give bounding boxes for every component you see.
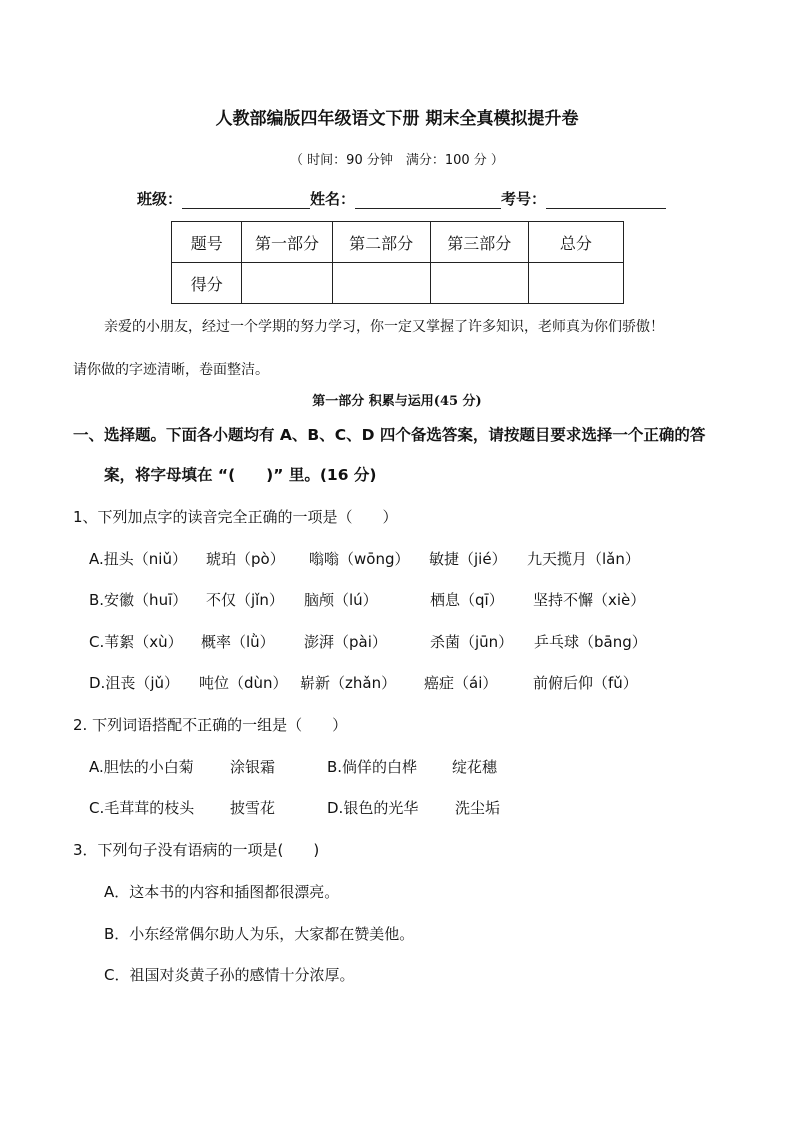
q3-option-a: A．这本书的内容和插图都很漂亮。 <box>104 883 340 901</box>
score-table-header: 第一部分 <box>242 222 332 263</box>
q1-option-b-word: 坚持不懈（xiè） <box>533 591 646 609</box>
q3-option-b: B．小东经常偶尔助人为乐，大家都在赞美他。 <box>104 925 415 943</box>
student-info-row <box>137 188 666 209</box>
part1-heading: 第一部分 积累与运用(45 分) <box>312 394 482 409</box>
q2-option-a-word: 涂银霜 <box>230 758 276 776</box>
question-3-stem: 3．下列句子没有语病的一项是( ) <box>73 841 320 859</box>
exam-subtitle: （ 时间：90 分钟 满分：100 分 ） <box>290 153 504 168</box>
q3-option-c: C．祖国对炎黄子孙的感情十分浓厚。 <box>104 966 355 984</box>
class-field[interactable] <box>182 190 310 209</box>
q1-option-d-word: 前俯后仰（fǔ） <box>533 674 638 692</box>
q1-option-c-word: 乒乓球（bāng） <box>534 633 647 651</box>
score-table-header: 总分 <box>528 222 623 263</box>
score-table <box>171 221 624 304</box>
intro-line-1: 亲爱的小朋友，经过一个学期的努力学习，你一定又掌握了许多知识，老师真为你们骄傲！ <box>104 319 664 335</box>
q1-option-a-word: 嗡嗡（wōng） <box>309 550 410 568</box>
q1-option-c: C.苇絮（xù） <box>89 633 183 651</box>
q1-option-a-word: 九天揽月（lǎn） <box>527 550 640 568</box>
q2-option-a: A.胆怯的小白菊 <box>89 758 194 776</box>
q1-option-b-word: 栖息（qī） <box>430 591 504 609</box>
score-table-header-row <box>172 222 624 263</box>
section1-instruction-line-1: 一、选择题。下面各小题均有 A、B、C、D 四个备选答案，请按题目要求选择一个正确的答 <box>73 426 706 444</box>
q2-option-c: C.毛茸茸的枝头 <box>89 799 195 817</box>
q1-option-b-word: 脑颅（lú） <box>304 591 378 609</box>
q1-option-a-word: 琥珀（pò） <box>206 550 285 568</box>
q1-option-a-word: 敏捷（jié） <box>429 550 507 568</box>
q1-option-b: B.安徽（huī） <box>89 591 188 609</box>
question-2-stem: 2. 下列词语搭配不正确的一组是（ ） <box>73 716 348 734</box>
q2-option-b-word: 绽花穗 <box>452 758 498 776</box>
q1-option-c-word: 澎湃（pài） <box>304 633 387 651</box>
intro-line-2: 请你做的字迹清晰，卷面整洁。 <box>73 362 269 378</box>
score-row-label: 得分 <box>172 263 242 304</box>
q1-option-d-word: 吨位（dùn） <box>199 674 288 692</box>
score-table-header: 第二部分 <box>332 222 430 263</box>
question-1-stem: 1、下列加点字的读音完全正确的一项是（ ） <box>73 508 398 526</box>
number-label: 考号： <box>501 190 547 208</box>
score-table-score-row <box>172 263 624 304</box>
q1-option-d-word: 癌症（ái） <box>424 674 498 692</box>
exam-title: 人教部编版四年级语文下册 期末全真模拟提升卷 <box>215 109 579 129</box>
q1-option-d-word: 崭新（zhǎn） <box>300 674 397 692</box>
score-cell[interactable] <box>430 263 528 304</box>
score-table-header: 第三部分 <box>430 222 528 263</box>
q1-option-b-word: 不仅（jǐn） <box>206 591 284 609</box>
q2-option-b: B.倘佯的白桦 <box>327 758 418 776</box>
number-field[interactable] <box>546 190 666 209</box>
section1-instruction-line-2: 案，将字母填在 “( )” 里。(16 分) <box>104 466 377 484</box>
score-cell[interactable] <box>242 263 332 304</box>
score-cell[interactable] <box>528 263 623 304</box>
q1-option-c-word: 概率（lǜ） <box>201 633 275 651</box>
q2-option-d: D.银色的光华 <box>327 799 419 817</box>
score-cell[interactable] <box>332 263 430 304</box>
class-label: 班级： <box>137 190 183 208</box>
q2-option-c-word: 披雪花 <box>230 799 276 817</box>
score-table-header: 题号 <box>172 222 242 263</box>
q2-option-d-word: 洗尘垢 <box>455 799 501 817</box>
q1-option-c-word: 杀菌（jūn） <box>430 633 514 651</box>
q1-option-a: A.扭头（niǔ） <box>89 550 187 568</box>
name-field[interactable] <box>355 190 501 209</box>
name-label: 姓名： <box>310 190 356 208</box>
q1-option-d: D.沮丧（jǔ） <box>89 674 179 692</box>
